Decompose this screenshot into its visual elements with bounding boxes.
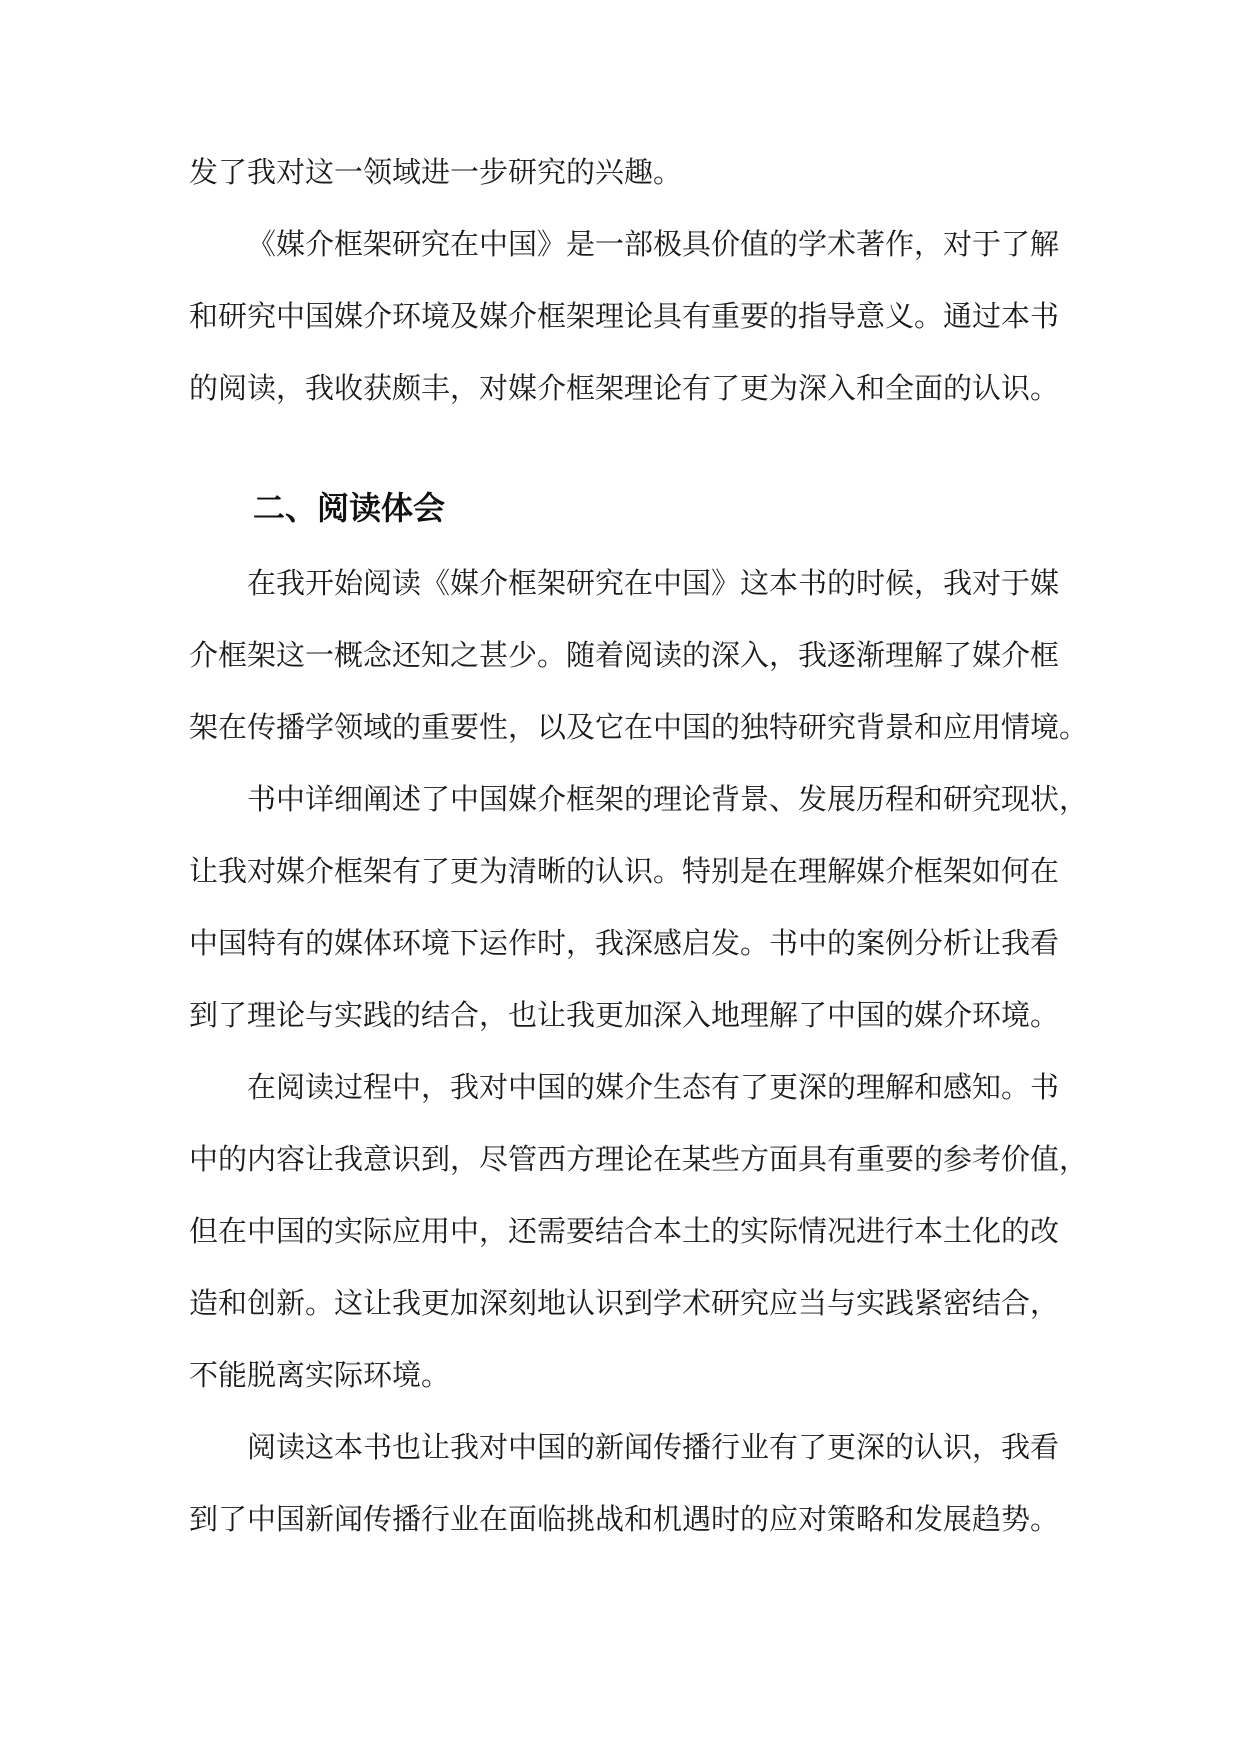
para2-line-1: 书中详细阐述了中国媒介框架的理论背景、发展历程和研究现状，	[247, 782, 1089, 816]
continuation-line-1: 发了我对这一领域进一步研究的兴趣。	[189, 155, 683, 189]
para2-line-3: 中国特有的媒体环境下运作时，我深感启发。书中的案例分析让我看	[189, 926, 1060, 960]
conclusion-line-1: 《媒介框架研究在中国》是一部极具价值的学术著作，对于了解	[247, 227, 1060, 261]
para3-line-1: 在阅读过程中，我对中国的媒介生态有了更深的理解和感知。书	[247, 1070, 1060, 1104]
para2-line-4: 到了理论与实践的结合，也让我更加深入地理解了中国的媒介环境。	[189, 998, 1060, 1032]
para1-line-3: 架在传播学领域的重要性，以及它在中国的独特研究背景和应用情境。	[189, 710, 1089, 744]
para3-line-2: 中的内容让我意识到，尽管西方理论在某些方面具有重要的参考价值，	[189, 1142, 1089, 1176]
para2-line-2: 让我对媒介框架有了更为清晰的认识。特别是在理解媒介框架如何在	[189, 854, 1060, 888]
para3-line-3: 但在中国的实际应用中，还需要结合本土的实际情况进行本土化的改	[189, 1214, 1060, 1248]
para3-line-5: 不能脱离实际环境。	[189, 1358, 451, 1392]
conclusion-line-3: 的阅读，我收获颇丰，对媒介框架理论有了更为深入和全面的认识。	[189, 371, 1060, 405]
section-heading: 二、阅读体会	[253, 489, 446, 527]
para4-line-2: 到了中国新闻传播行业在面临挑战和机遇时的应对策略和发展趋势。	[189, 1502, 1060, 1536]
conclusion-line-2: 和研究中国媒介环境及媒介框架理论具有重要的指导意义。通过本书	[189, 299, 1060, 333]
para4-line-1: 阅读这本书也让我对中国的新闻传播行业有了更深的认识，我看	[247, 1430, 1060, 1464]
para3-line-4: 造和创新。这让我更加深刻地认识到学术研究应当与实践紧密结合，	[189, 1286, 1060, 1320]
para1-line-1: 在我开始阅读《媒介框架研究在中国》这本书的时候，我对于媒	[247, 566, 1060, 600]
para1-line-2: 介框架这一概念还知之甚少。随着阅读的深入，我逐渐理解了媒介框	[189, 638, 1060, 672]
